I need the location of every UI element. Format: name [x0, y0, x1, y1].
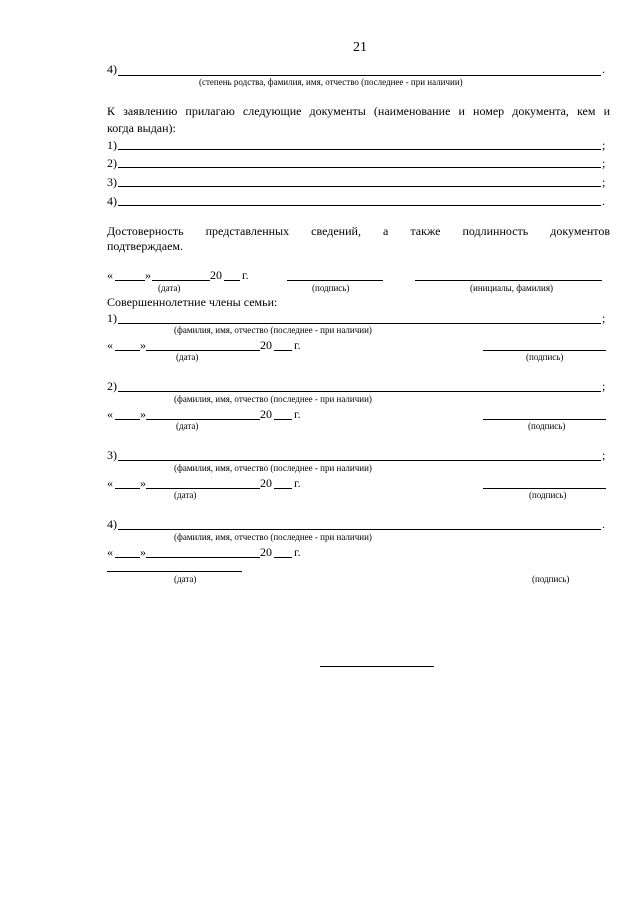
- member-2-year-suffix: г.: [294, 407, 301, 421]
- confirmation-line1: Достоверность представленных сведений, а также подлинность документов: [107, 224, 610, 238]
- document-item-3-end: ;: [602, 175, 606, 189]
- member-4-name-line: [118, 529, 601, 530]
- member-2-date-caption: (дата): [176, 421, 199, 431]
- member-2-close-quote: »: [140, 407, 146, 421]
- member-2-signature-caption: (подпись): [528, 421, 566, 431]
- member-1-month-line: [146, 350, 260, 351]
- member-4-date-caption: (дата): [174, 574, 197, 584]
- member-2-name-caption: (фамилия, имя, отчество (последнее - при наличии): [174, 394, 372, 404]
- member-3-close-quote: »: [140, 476, 146, 490]
- member-4-month-line: [146, 557, 260, 558]
- member-3-signature-line: [483, 488, 606, 489]
- member-3-day-line: [115, 488, 140, 489]
- documents-intro-line2: когда выдан):: [107, 121, 176, 135]
- member-1-year-suffix: г.: [294, 338, 301, 352]
- member-2-open-quote: «: [107, 407, 113, 421]
- member-1-prefix: 1): [107, 311, 117, 325]
- member-2-century: 20: [260, 407, 272, 421]
- date-day-line: [115, 280, 145, 281]
- member-2-name-line: [118, 391, 601, 392]
- member-4-signature-caption: (подпись): [532, 574, 570, 584]
- adult-members-heading: Совершеннолетние члены семьи:: [107, 295, 278, 309]
- relative-4-prefix: 4): [107, 62, 117, 76]
- member-4-century: 20: [260, 545, 272, 559]
- member-1-century: 20: [260, 338, 272, 352]
- member-2-signature-line: [483, 419, 606, 420]
- document-item-1-prefix: 1): [107, 138, 117, 152]
- member-3-name-line: [118, 460, 601, 461]
- document-item-4-end: .: [602, 194, 605, 208]
- document-item-3-line: [118, 186, 601, 187]
- member-1-name-line: [118, 323, 601, 324]
- member-1-year-line: [274, 350, 292, 351]
- member-3-month-line: [146, 488, 260, 489]
- document-item-2-line: [118, 167, 601, 168]
- member-2-month-line: [146, 419, 260, 420]
- member-3-end: ;: [602, 448, 606, 462]
- document-item-3-prefix: 3): [107, 175, 117, 189]
- member-4-year-line: [274, 557, 292, 558]
- member-3-signature-caption: (подпись): [529, 490, 567, 500]
- signature-line: [287, 280, 383, 281]
- name-line: [415, 280, 602, 281]
- member-1-end: ;: [602, 311, 606, 325]
- member-1-open-quote: «: [107, 338, 113, 352]
- signature-caption: (подпись): [312, 283, 350, 293]
- member-1-name-caption: (фамилия, имя, отчество (последнее - при наличии): [174, 325, 372, 335]
- member-3-century: 20: [260, 476, 272, 490]
- page-number: 21: [353, 40, 367, 55]
- document-item-2-prefix: 2): [107, 156, 117, 170]
- relative-4-caption: (степень родства, фамилия, имя, отчество (последнее - при наличии): [199, 77, 463, 87]
- member-3-year-suffix: г.: [294, 476, 301, 490]
- member-4-prefix: 4): [107, 517, 117, 531]
- date-year-line: [224, 280, 240, 281]
- member-3-name-caption: (фамилия, имя, отчество (последнее - при наличии): [174, 463, 372, 473]
- member-3-year-line: [274, 488, 292, 489]
- member-3-date-caption: (дата): [174, 490, 197, 500]
- document-item-4-line: [118, 205, 601, 206]
- member-1-date-caption: (дата): [176, 352, 199, 362]
- document-item-2-end: ;: [602, 156, 606, 170]
- relative-4-line: [118, 75, 601, 76]
- member-4-open-quote: «: [107, 545, 113, 559]
- member-4-signature-line: [107, 571, 242, 572]
- member-4-name-caption: (фамилия, имя, отчество (последнее - при наличии): [174, 532, 372, 542]
- closing-separator-line: [320, 666, 434, 667]
- member-2-year-line: [274, 419, 292, 420]
- date-year-suffix: г.: [242, 268, 249, 282]
- date-century: 20: [210, 268, 222, 282]
- member-2-end: ;: [602, 379, 606, 393]
- relative-4-end: .: [602, 62, 605, 76]
- member-4-year-suffix: г.: [294, 545, 301, 559]
- member-2-day-line: [115, 419, 140, 420]
- document-item-1-line: [118, 149, 601, 150]
- member-3-prefix: 3): [107, 448, 117, 462]
- date-open-quote: «: [107, 268, 113, 282]
- member-1-close-quote: »: [140, 338, 146, 352]
- confirmation-line2: подтверждаем.: [107, 239, 183, 253]
- name-caption: (инициалы, фамилия): [470, 283, 553, 293]
- date-month-line: [152, 280, 210, 281]
- member-3-open-quote: «: [107, 476, 113, 490]
- documents-intro-line1: К заявлению прилагаю следующие документы (наименование и номер документа, кем и: [107, 104, 610, 118]
- document-item-1-end: ;: [602, 138, 606, 152]
- member-1-signature-line: [483, 350, 606, 351]
- member-4-end: .: [602, 517, 605, 531]
- date-close-quote: »: [145, 268, 151, 282]
- member-2-prefix: 2): [107, 379, 117, 393]
- member-1-signature-caption: (подпись): [526, 352, 564, 362]
- member-1-day-line: [115, 350, 140, 351]
- document-item-4-prefix: 4): [107, 194, 117, 208]
- date-caption: (дата): [158, 283, 181, 293]
- member-4-day-line: [115, 557, 140, 558]
- member-4-close-quote: »: [140, 545, 146, 559]
